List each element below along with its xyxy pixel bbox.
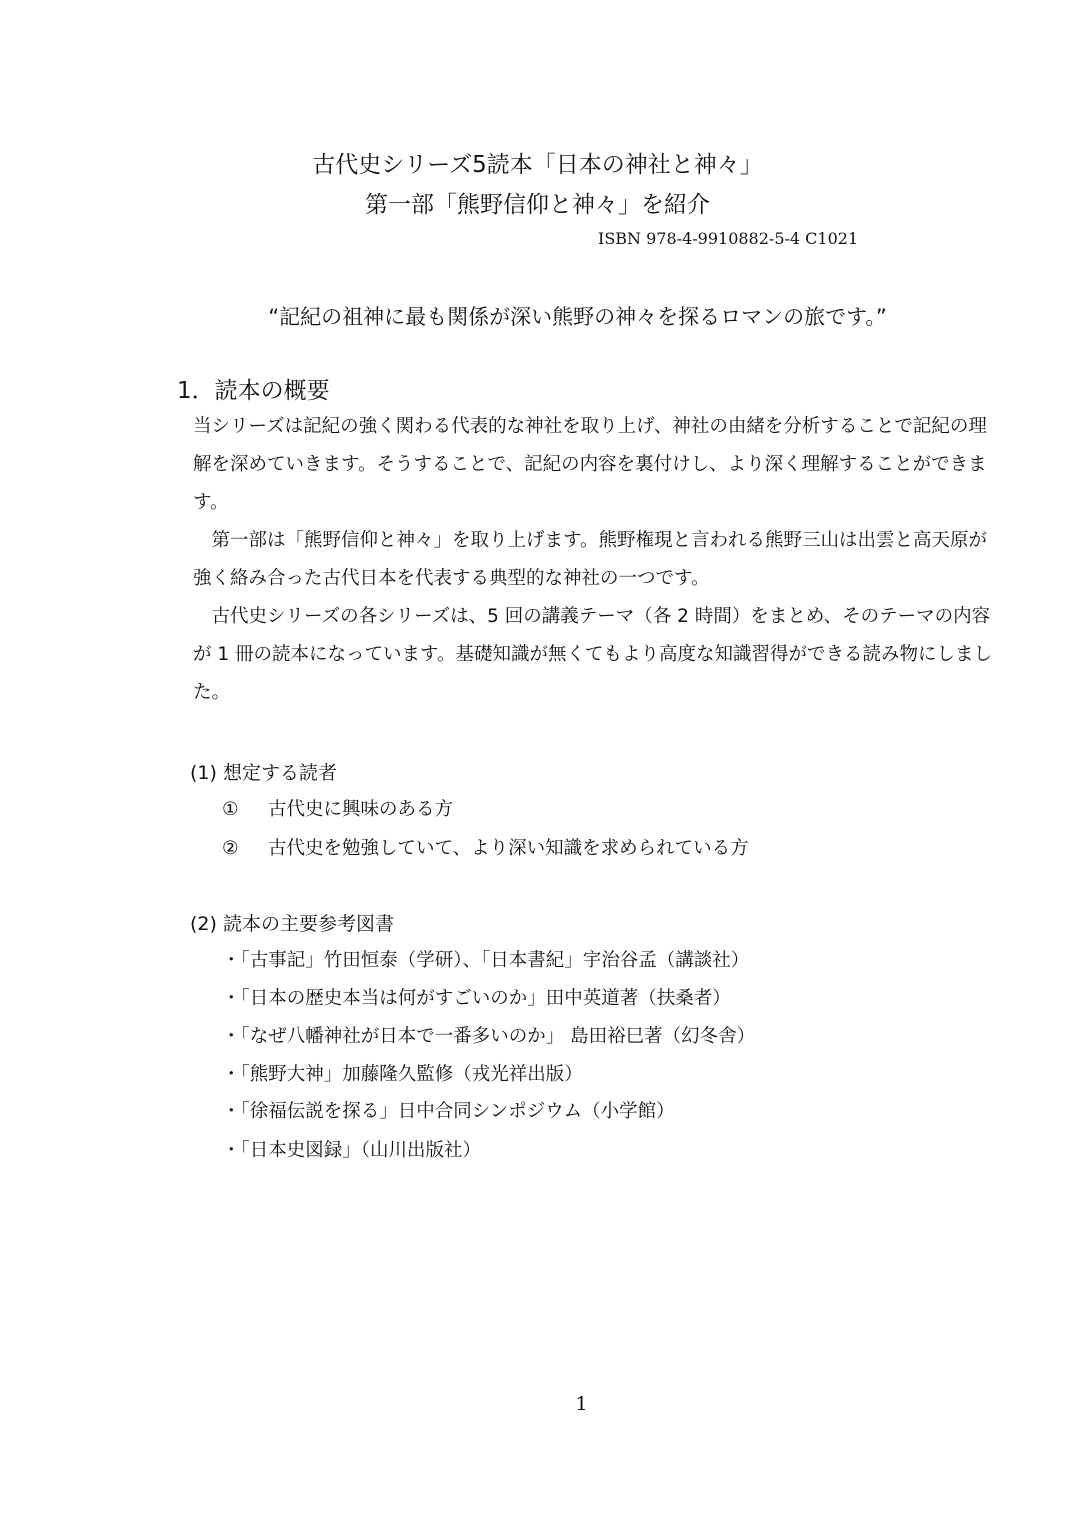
reference-item: ・「古事記」竹田恒泰（学研）、「日本書紀」宇治谷孟（講談社） (222, 950, 750, 971)
list-marker: ② (222, 838, 239, 859)
overview-paragraph-2: 第一部は「熊野信仰と神々」を取り上げます。熊野権現と言われる熊野三山は出雲と高天原が強く絡み合った古代日本を代表する典型的な神社の一つです。 (193, 530, 988, 589)
list-item (222, 795, 453, 821)
section-heading-overview: 1．読本の概要 (177, 378, 330, 404)
document-title-line-1: 古代史シリーズ5読本「日本の神社と神々」 (312, 152, 763, 178)
list-marker: ① (222, 799, 239, 820)
overview-paragraph-1: 当シリーズは記紀の強く関わる代表的な神社を取り上げ、神社の由緒を分析することで記紀の理解を深めていきます。そうすることで、記紀の内容を裏付けし、より深く理解することができます。 (193, 416, 987, 513)
document-title-line-2: 第一部「熊野信仰と神々」を紹介 (365, 192, 710, 218)
reference-item: ・「なぜ八幡神社が日本で一番多いのか」 島田裕巳著（幻冬舎） (222, 1026, 756, 1047)
subheading-target-readers: (1) 想定する読者 (190, 762, 337, 784)
page-number: 1 (575, 1393, 588, 1415)
isbn-code: ISBN 978-4-9910882-5-4 C1021 (598, 229, 859, 248)
list-item-text: 古代史に興味のある方 (268, 799, 454, 820)
reference-item: ・「熊野大神」加藤隆久監修（戎光祥出版） (222, 1064, 583, 1085)
list-item (222, 834, 749, 860)
reference-item: ・「日本史図録」（山川出版社） (222, 1140, 482, 1161)
list-item-text: 古代史を勉強していて、より深い知識を求められている方 (268, 838, 749, 859)
overview-paragraph-3: 古代史シリーズの各シリーズは、5 回の講義テーマ（各 2 時間）をまとめ、そのテーマの内容が 1 冊の読本になっています。基礎知識が無くてもより高度な知識習得ができる読み物にしました。 (193, 606, 993, 703)
subheading-references: (2) 読本の主要参考図書 (190, 913, 394, 935)
reference-item: ・「徐福伝説を探る」日中合同シンポジウム（小学館） (222, 1101, 675, 1122)
reference-item: ・「日本の歴史本当は何がすごいのか」田中英道著（扶桑者） (222, 988, 731, 1009)
tagline: “記紀の祖神に最も関係が深い熊野の神々を探るロマンの旅です。” (268, 305, 887, 329)
